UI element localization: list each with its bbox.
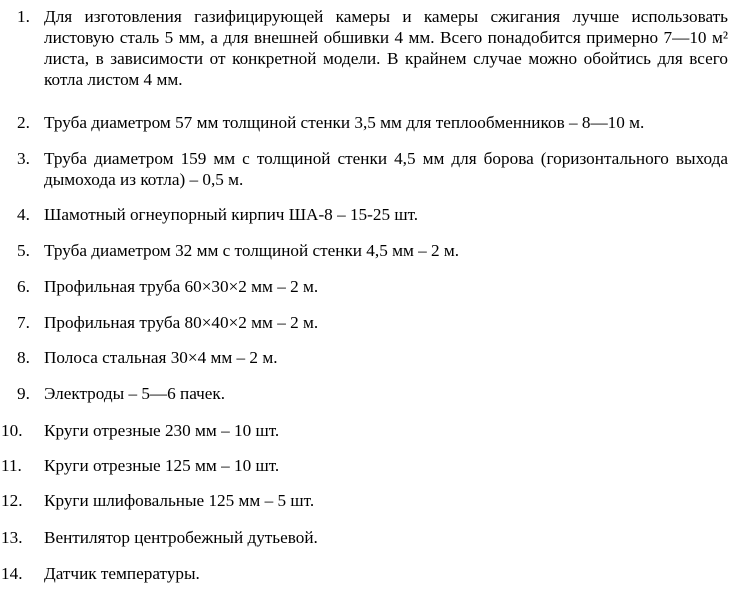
list-item	[0, 6, 728, 90]
list-item-number: 1.	[17, 7, 30, 26]
list-item-text: Шамотный огнеупорный кирпич ША-8 – 15-25 шт.	[44, 205, 419, 224]
list-item-number: 10.	[1, 421, 23, 440]
list-item-text: Полоса стальная 30×4 мм – 2 м.	[44, 348, 278, 367]
list-item	[0, 455, 728, 476]
list-item-number: 3.	[17, 149, 30, 168]
list-item-number: 7.	[17, 313, 30, 332]
list-item	[0, 383, 728, 404]
list-item-number: 8.	[17, 348, 30, 367]
list-item-text: Для изготовления газифицирующей камеры и камеры сжигания лучше использовать листовую сталь 5 мм, а для внешней обшивки 4 мм. Всего понадобится примерно 7—10 м² листа, в зависимости от конкретной модели. В крайнем случае можно обойтись для всего котла листом 4 мм.	[44, 7, 728, 89]
list-item-text: Датчик температуры.	[44, 564, 200, 583]
list-item-text: Труба диаметром 159 мм с толщиной стенки 4,5 мм для борова (горизонтального выхода дымохода из котла) – 0,5 м.	[44, 149, 728, 189]
list-item-number: 14.	[1, 564, 23, 583]
list-item	[0, 112, 728, 133]
list-item-text: Вентилятор центробежный дутьевой.	[44, 528, 318, 547]
list-item	[0, 148, 728, 190]
list-item	[0, 240, 728, 261]
list-item-number: 13.	[1, 528, 23, 547]
list-item	[0, 204, 728, 225]
list-item	[0, 347, 728, 368]
list-item	[0, 420, 728, 441]
list-item-text: Профильная труба 80×40×2 мм – 2 м.	[44, 313, 319, 332]
list-item-number: 5.	[17, 241, 30, 260]
list-item-text: Круги шлифовальные 125 мм – 5 шт.	[44, 491, 315, 510]
list-item-text: Труба диаметром 57 мм толщиной стенки 3,5 мм для теплообменников – 8—10 м.	[44, 113, 645, 132]
list-item	[0, 563, 728, 584]
list-item-number: 11.	[1, 456, 22, 475]
list-item-number: 4.	[17, 205, 30, 224]
list-item	[0, 490, 728, 511]
list-item-text: Круги отрезные 125 мм – 10 шт.	[44, 456, 280, 475]
list-item	[0, 527, 728, 548]
list-item-text: Профильная труба 60×30×2 мм – 2 м.	[44, 277, 319, 296]
list-item-number: 2.	[17, 113, 30, 132]
list-item	[0, 312, 728, 333]
list-item-text: Электроды – 5—6 пачек.	[44, 384, 226, 403]
list-item-number: 12.	[1, 491, 23, 510]
list-item-text: Круги отрезные 230 мм – 10 шт.	[44, 421, 280, 440]
list-item-number: 9.	[17, 384, 30, 403]
list-item-number: 6.	[17, 277, 30, 296]
list-item-text: Труба диаметром 32 мм с толщиной стенки 4,5 мм – 2 м.	[44, 241, 460, 260]
list-item	[0, 276, 728, 297]
